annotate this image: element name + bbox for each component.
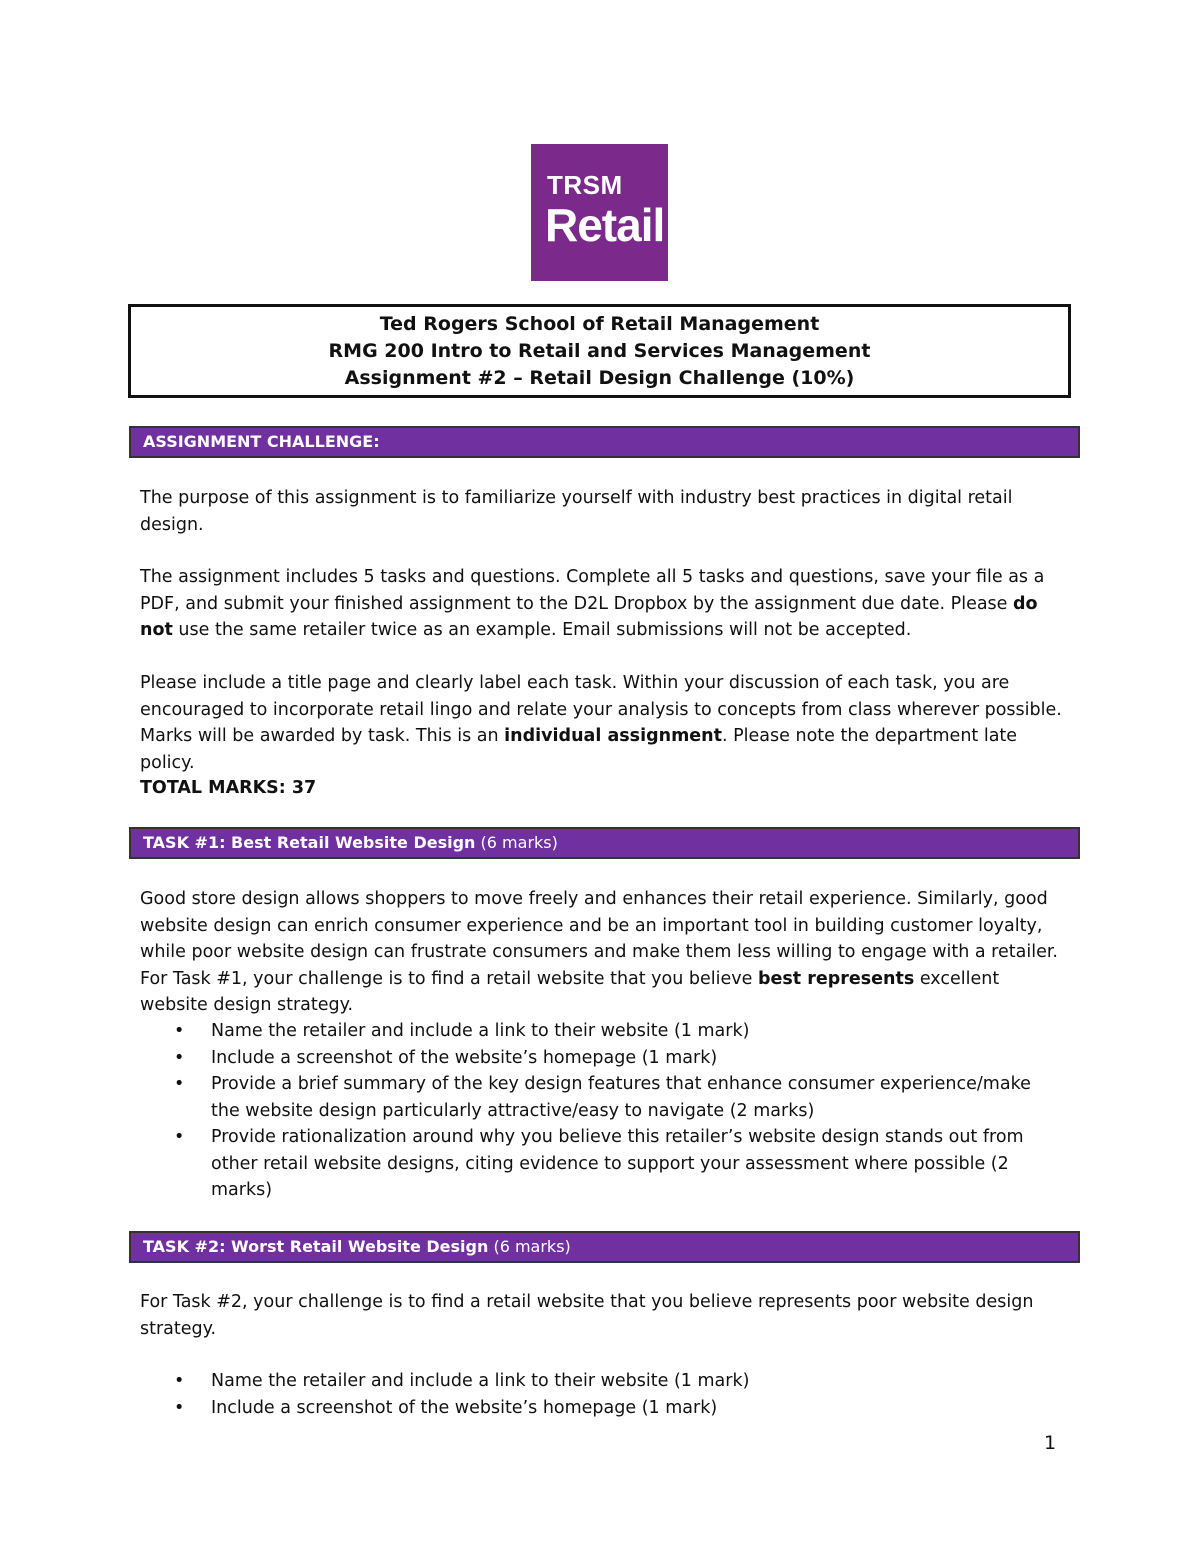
task2-marks: (6 marks) [488, 1237, 571, 1256]
bullet-icon: • [174, 1397, 185, 1418]
bullet-icon: • [174, 1021, 185, 1041]
task1-bullet-list [140, 1018, 1040, 1204]
task1-intro-a: Good store design allows shoppers to move freely and enhances their retail experience. Similarly, good website design can enrich consumer experience and be an important tool in building customer loyalty, while poor website design can frustrate consumers and make them less willing to engage with a retailer. For Task #1, your challenge is to find a retail website that you believe [140, 889, 1058, 989]
list-item [140, 1018, 1040, 1045]
section-header-task2 [129, 1231, 1080, 1263]
task1-marks: (6 marks) [475, 833, 558, 852]
list-item [140, 1368, 1040, 1395]
course-name: RMG 200 Intro to Retail and Services Management [328, 339, 871, 362]
assignment-title: Assignment #2 – Retail Design Challenge (10%) [344, 366, 855, 389]
section-header-task1 [129, 827, 1080, 859]
p3-text-a: Please include a title page and clearly label each task. Within your discussion of each task, you are encouraged to incorporate retail lingo and relate your analysis to concepts from class wherever possible. Marks will be awarded by task. This is an [140, 673, 1062, 746]
trsm-retail-logo [531, 144, 668, 281]
total-marks: TOTAL MARKS: 37 [140, 778, 317, 798]
bullet-icon: • [174, 1074, 185, 1094]
p3-individual: individual assignment [504, 726, 722, 746]
page-number: 1 [1044, 1432, 1057, 1454]
p3-text-b: . Please note the department late policy. [140, 726, 1018, 773]
task2-bullet-list [140, 1368, 1040, 1421]
challenge-paragraph-2 [140, 564, 1070, 644]
list-item [140, 1071, 1040, 1124]
list-item [140, 1124, 1040, 1204]
task1-intro [140, 886, 1070, 1019]
bullet-icon: • [174, 1047, 185, 1068]
challenge-paragraph-3 [140, 670, 1070, 776]
list-item [140, 1395, 1040, 1422]
task2-heading: TASK #2: Worst Retail Website Design [143, 1237, 489, 1256]
bullet-text: Provide rationalization around why you believe this retailer’s website design stands out from other retail website designs, citing evidence to support your assessment where possible (2 marks) [211, 1127, 1024, 1200]
bullet-text: Include a screenshot of the website’s homepage (1 mark) [211, 1047, 718, 1068]
bullet-text: Name the retailer and include a link to their website (1 mark) [211, 1021, 750, 1041]
bullet-text: Include a screenshot of the website’s homepage (1 mark) [211, 1397, 718, 1418]
title-box [128, 304, 1071, 398]
bullet-icon: • [174, 1127, 185, 1147]
section-header-challenge [129, 426, 1080, 458]
logo-line-1: TRSM [547, 170, 623, 200]
p2-do-not: do not [140, 593, 1038, 640]
challenge-heading: ASSIGNMENT CHALLENGE: [143, 432, 380, 451]
challenge-paragraph-1: The purpose of this assignment is to familiarize yourself with industry best practices in digital retail design. [140, 488, 1013, 535]
task1-heading: TASK #1: Best Retail Website Design [143, 833, 476, 852]
list-item [140, 1045, 1040, 1072]
bullet-text: Name the retailer and include a link to their website (1 mark) [211, 1371, 750, 1391]
bullet-text: Provide a brief summary of the key design features that enhance consumer experience/make the website design particularly attractive/easy to navigate (2 marks) [211, 1074, 1031, 1121]
task2-intro: For Task #2, your challenge is to find a retail website that you believe represents poor website design strategy. [140, 1292, 1034, 1339]
school-name: Ted Rogers School of Retail Management [379, 312, 820, 335]
task1-intro-b: excellent website design strategy. [140, 968, 1000, 1015]
task1-intro-bold: best represents [757, 968, 915, 989]
bullet-icon: • [174, 1371, 185, 1391]
p2-text-b: use the same retailer twice as an example. Email submissions will not be accepted. [172, 620, 912, 640]
logo-line-2: Retail [545, 199, 665, 251]
p2-text-a: The assignment includes 5 tasks and questions. Complete all 5 tasks and questions, save your file as a PDF, and submit your finished assignment to the D2L Dropbox by the assignment due date. Please [140, 567, 1045, 614]
